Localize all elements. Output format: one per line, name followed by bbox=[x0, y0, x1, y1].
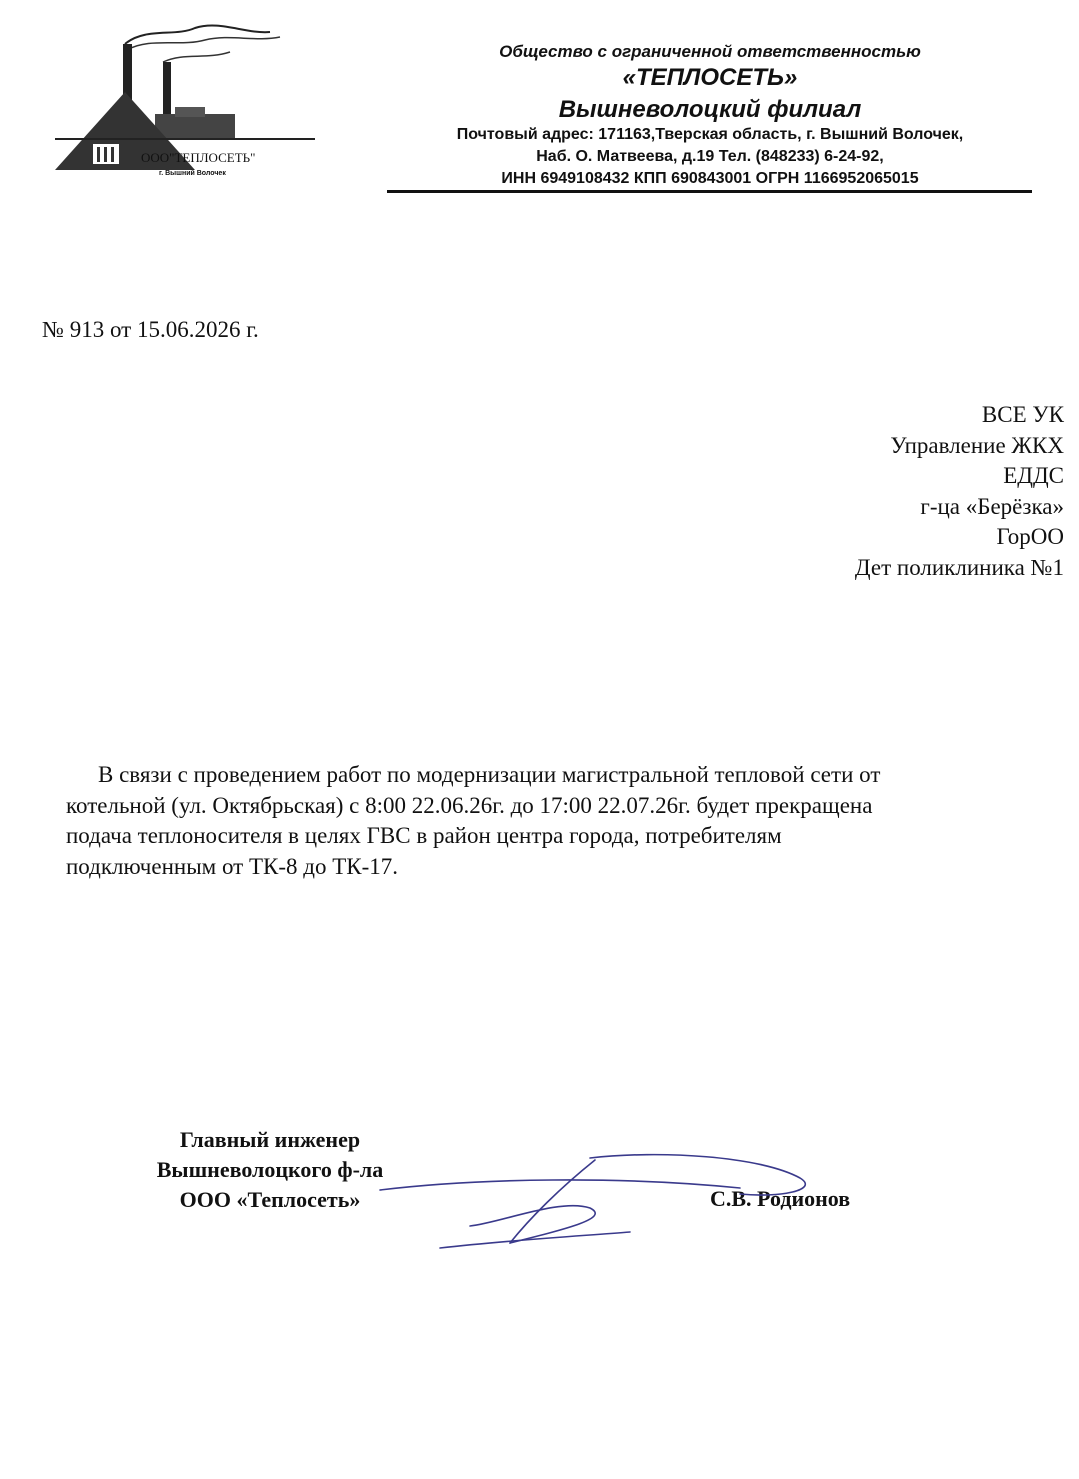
recipient: ЕДДС bbox=[1003, 463, 1064, 488]
logo-caption: ООО"ТЕПЛОСЕТЬ" bbox=[141, 150, 256, 165]
recipient: ГорОО bbox=[996, 524, 1064, 549]
address-line: Наб. О. Матвеева, д.19 Тел. (848233) 6-24-92, bbox=[536, 148, 884, 165]
registration-line: ИНН 6949108432 КПП 690843001 ОГРН 1166952065015 bbox=[501, 170, 919, 187]
org-type: Общество с ограниченной ответственностью bbox=[499, 42, 921, 61]
signatory-title-line: Вышневолоцкого ф-ла bbox=[156, 1157, 384, 1182]
org-name: «ТЕПЛОСЕТЬ» bbox=[622, 64, 798, 91]
company-logo bbox=[55, 22, 325, 182]
recipient: Управление ЖКХ bbox=[890, 432, 1064, 458]
body-line: В связи с проведением работ по модернизации магистральной тепловой сети от bbox=[98, 762, 881, 787]
body-line: подача теплоносителя в целях ГВС в район центра города, потребителям bbox=[66, 823, 782, 848]
recipients-list bbox=[855, 400, 1064, 583]
body-line: котельной (ул. Октябрьская) с 8:00 22.06.26г. до 17:00 22.07.26г. будет прекращена bbox=[66, 792, 873, 818]
signatory-title-line: Главный инженер bbox=[179, 1127, 361, 1152]
address-line: Почтовый адрес: 171163,Тверская область, г. Вышний Волочек, bbox=[456, 126, 964, 143]
document-number-date: № 913 от 15.06.2026 г. bbox=[42, 317, 259, 342]
handwritten-signature bbox=[360, 1148, 840, 1278]
signatory-title-line: ООО «Теплосеть» bbox=[179, 1187, 361, 1212]
body-line: подключенным от ТК-8 до ТК-17. bbox=[66, 853, 399, 879]
header-rule bbox=[387, 190, 1032, 193]
signatory-name: С.В. Родионов bbox=[710, 1186, 851, 1211]
recipient: Дет поликлиника №1 bbox=[854, 554, 1064, 580]
recipient: г-ца «Берёзка» bbox=[920, 493, 1064, 519]
branch-name: Вышневолоцкий филиал bbox=[558, 96, 862, 123]
letter-body bbox=[66, 760, 1026, 882]
logo-subcaption: г. Вышний Волочек bbox=[159, 170, 226, 177]
recipient: ВСЕ УК bbox=[981, 402, 1064, 427]
